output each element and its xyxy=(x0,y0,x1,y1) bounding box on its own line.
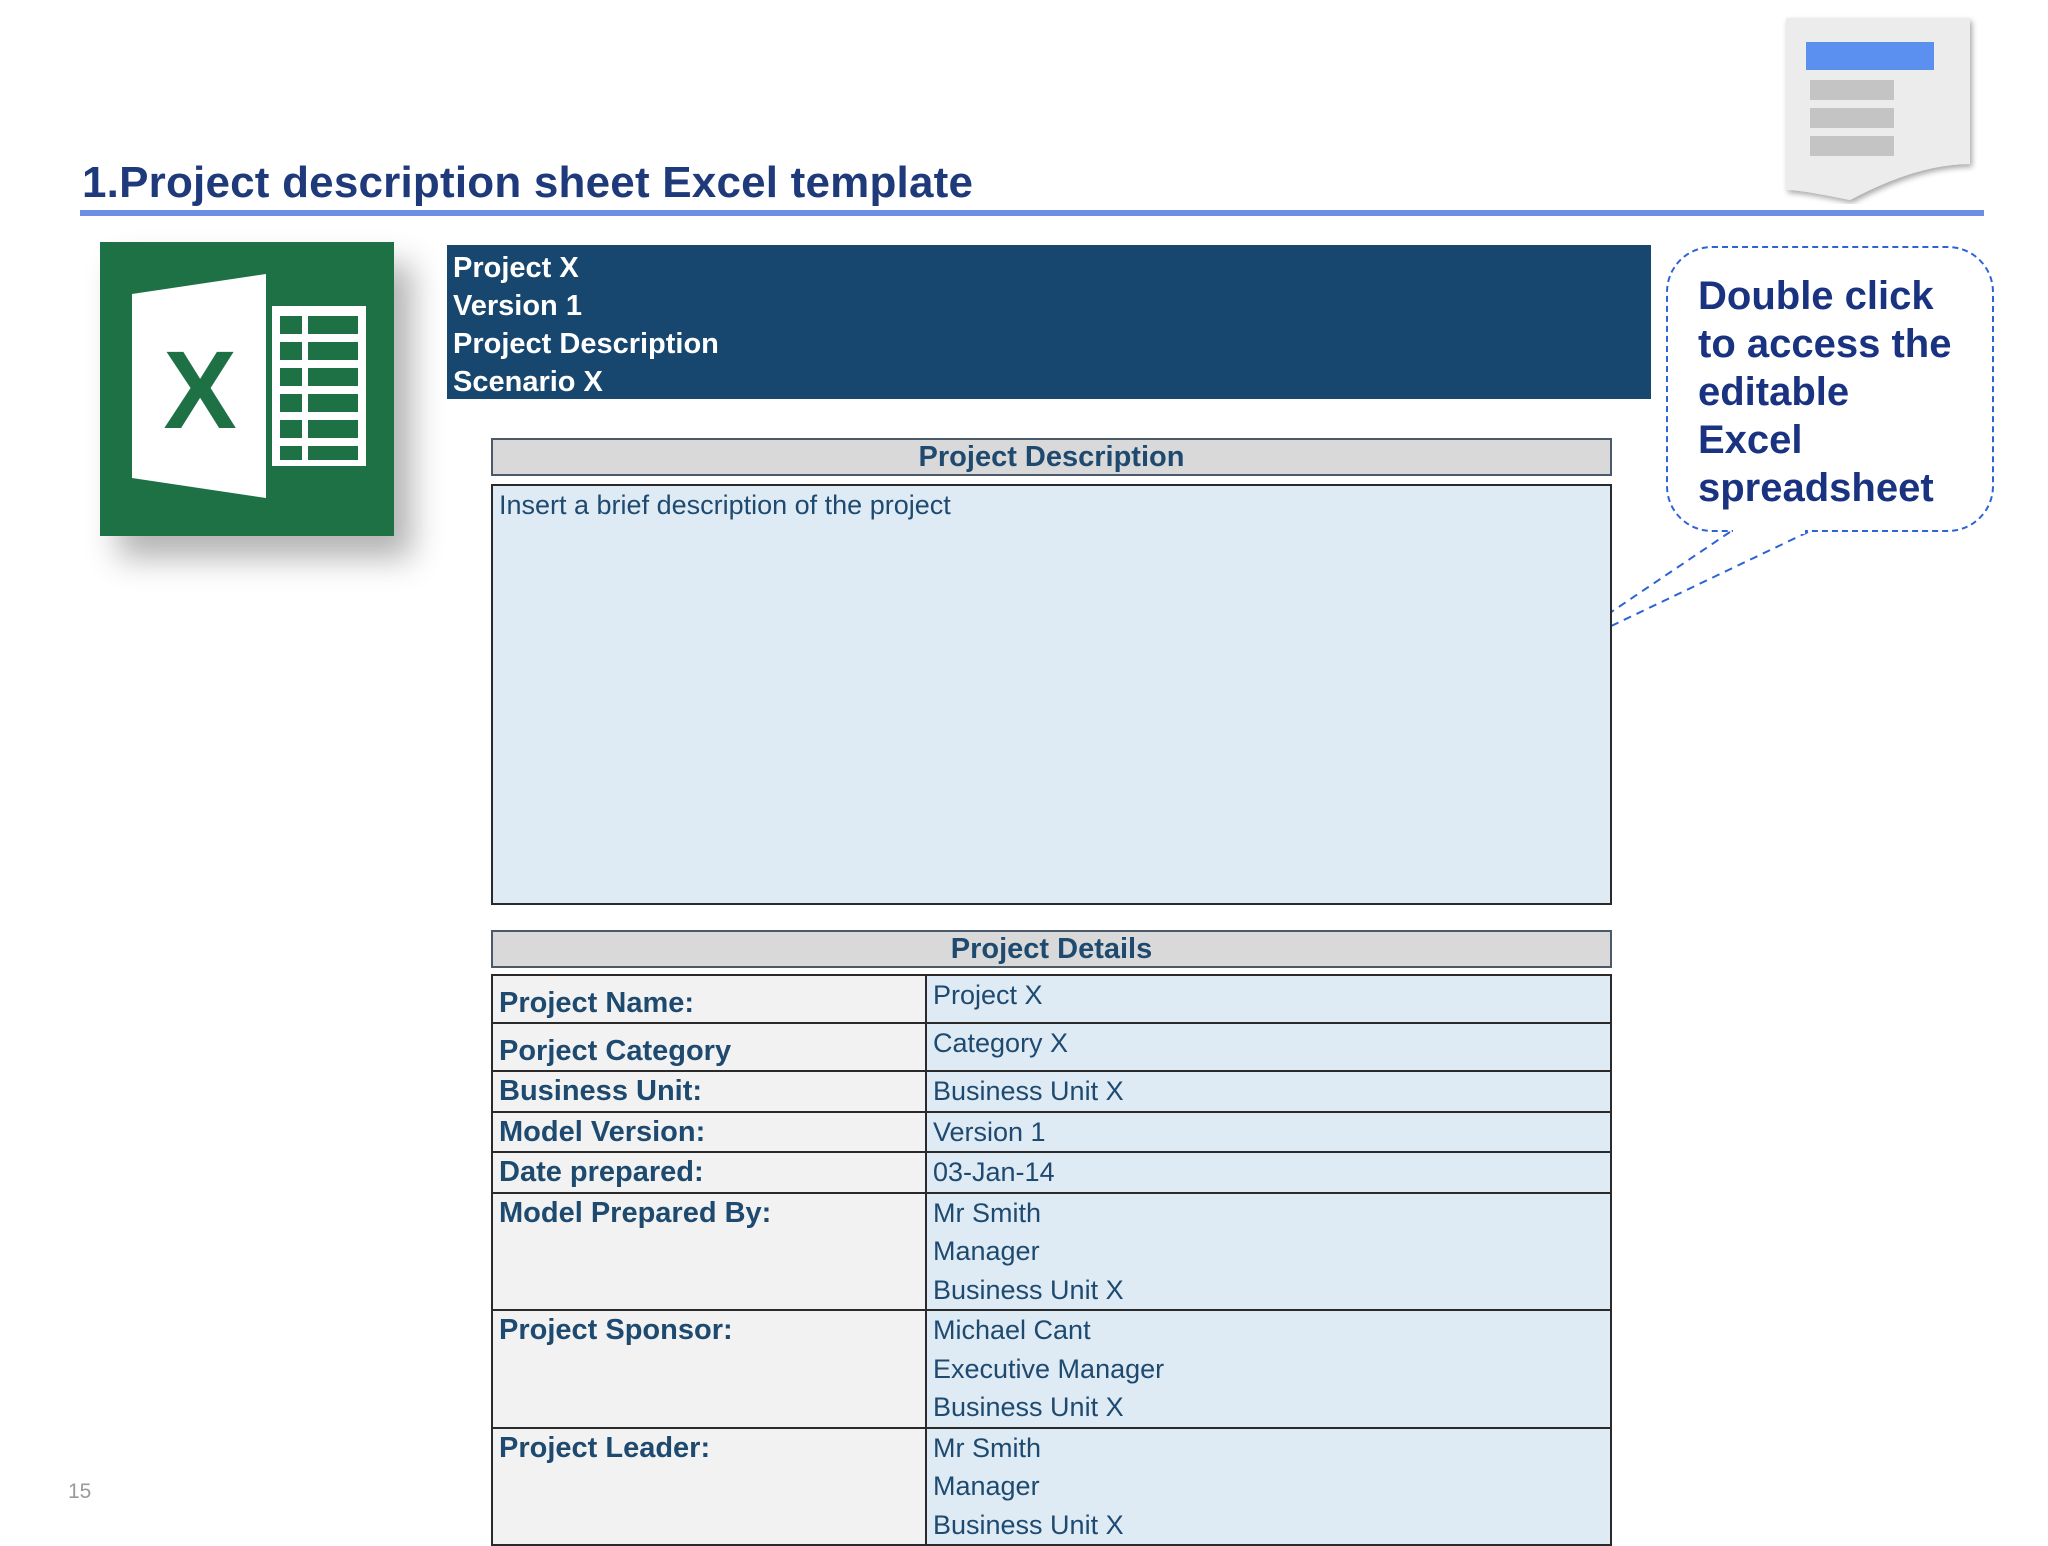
project-details-header: Project Details xyxy=(491,930,1612,968)
double-click-callout xyxy=(1666,246,1994,532)
description-placeholder: Insert a brief description of the project xyxy=(499,490,951,520)
project-description-cell[interactable] xyxy=(491,484,1612,905)
row-label: Porject Category xyxy=(492,1023,926,1071)
row-label: Project Name: xyxy=(492,975,926,1023)
row-label: Project Leader: xyxy=(492,1428,926,1546)
row-value[interactable]: 03-Jan-14 xyxy=(926,1152,1611,1193)
row-value[interactable]: Mr Smith Manager Business Unit X xyxy=(926,1193,1611,1311)
table-row xyxy=(492,1310,1611,1428)
project-details-table xyxy=(491,974,1612,1546)
table-row xyxy=(492,975,1611,1023)
row-label: Project Sponsor: xyxy=(492,1310,926,1428)
title-underline xyxy=(80,210,1984,216)
slide-title: 1.Project description sheet Excel template xyxy=(82,158,974,207)
header-sheet-name: Project Description xyxy=(453,328,719,360)
table-row xyxy=(492,1112,1611,1153)
table-row xyxy=(492,1152,1611,1193)
row-value[interactable]: Project X xyxy=(926,975,1611,1023)
row-value[interactable]: Business Unit X xyxy=(926,1071,1611,1112)
document-icon xyxy=(1780,14,1980,204)
row-value[interactable]: Version 1 xyxy=(926,1112,1611,1153)
sheet-header-band xyxy=(447,245,1651,399)
table-row xyxy=(492,1193,1611,1311)
row-label: Model Prepared By: xyxy=(492,1193,926,1311)
table-row xyxy=(492,1071,1611,1112)
excel-logo-icon[interactable] xyxy=(100,242,394,536)
row-label: Business Unit: xyxy=(492,1071,926,1112)
table-row xyxy=(492,1023,1611,1071)
header-project: Project X xyxy=(453,252,579,284)
row-label: Model Version: xyxy=(492,1112,926,1153)
row-value[interactable]: Mr Smith Manager Business Unit X xyxy=(926,1428,1611,1546)
row-label: Date prepared: xyxy=(492,1152,926,1193)
svg-text:X: X xyxy=(163,329,237,452)
header-scenario: Scenario X xyxy=(453,366,603,398)
header-version: Version 1 xyxy=(453,290,582,322)
page-number: 15 xyxy=(68,1480,92,1503)
table-row xyxy=(492,1428,1611,1546)
project-description-header: Project Description xyxy=(491,438,1612,476)
row-value[interactable]: Category X xyxy=(926,1023,1611,1071)
row-value[interactable]: Michael Cant Executive Manager Business Unit X xyxy=(926,1310,1611,1428)
callout-text: Double click to access the editable Excel spreadsheet xyxy=(1698,274,1952,510)
